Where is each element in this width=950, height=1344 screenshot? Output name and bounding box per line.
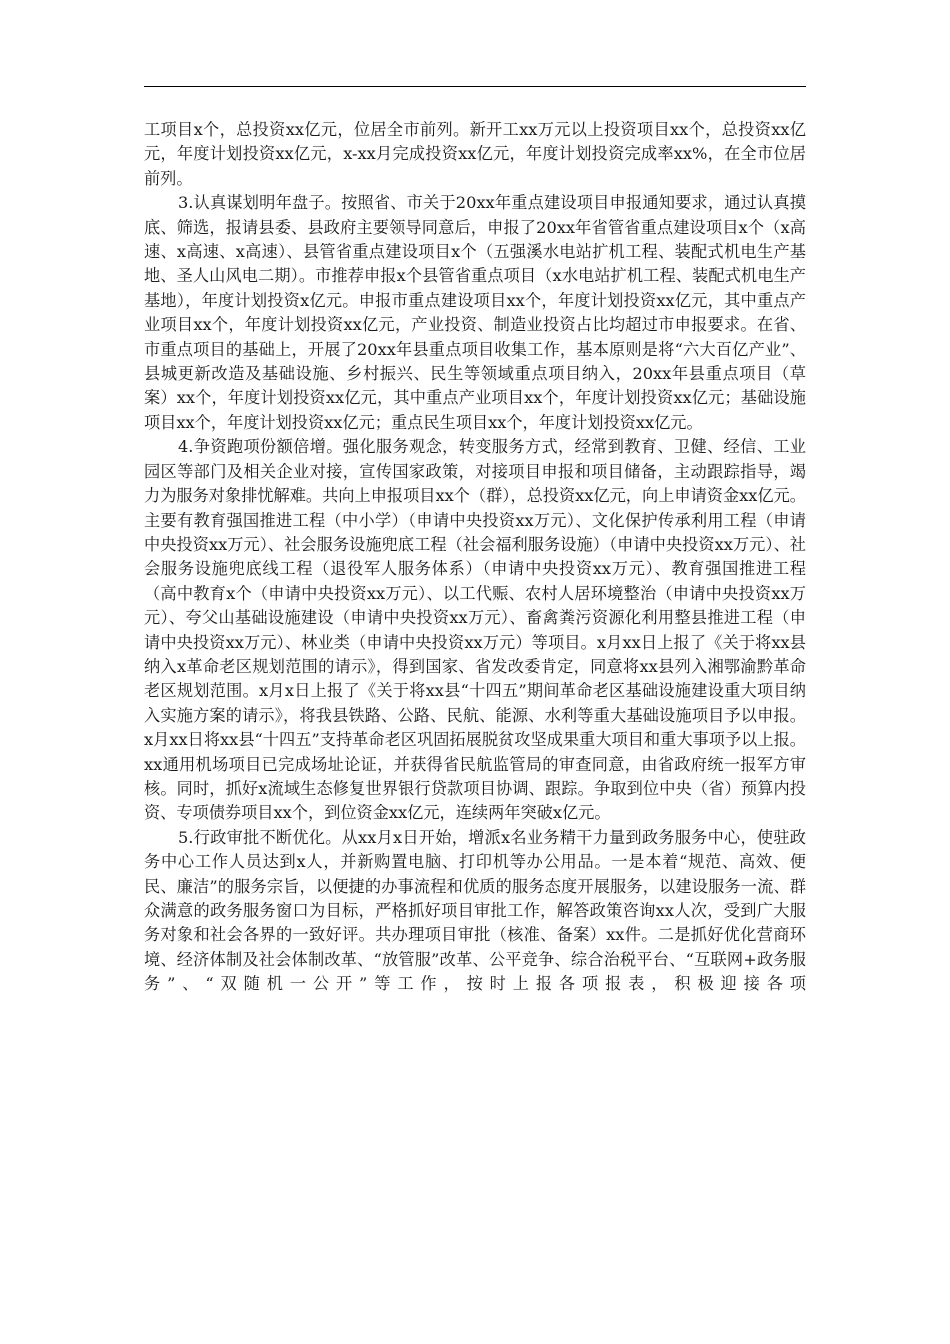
paragraph-continued: 工项目x个，总投资xx亿元，位居全市前列。新开工xx万元以上投资项目xx个，总投资xx亿元，年度计划投资xx亿元，x-xx月完成投资xx亿元，年度计划投资完成率xx%，在全市位居前列。 (144, 120, 806, 188)
header-rule (144, 86, 806, 87)
paragraph-5-administrative-approval: 5.行政审批不断优化。从xx月x日开始，增派x名业务精干力量到政务服务中心，使驻政务中心工作人员达到x人，并新购置电脑、打印机等办公用品。一是本着“规范、高效、便民、廉洁”的服务宗旨，以便捷的办事流程和优质的服务态度开展服务，以建设服务一流、群众满意的政务服务窗口为目标，严格抓好项目审批工作，解答政策咨询xx人次，受到广大服务对象和社会各界的一致好评。共办理项目审批（核准、备案）xx件。二是抓好优化营商环境、经济体制及社会体制改革、“放管服”改革、公平竞争、综合治税平台、“互联网+政务服务”、“双随机一公开”等工作，按时上报各项报表，积极迎接各项 (144, 827, 806, 994)
paragraph-3-plan-next-year: 3.认真谋划明年盘子。按照省、市关于20xx年重点建设项目申报通知要求，通过认真摸底、筛选，报请县委、县政府主要领导同意后，申报了20xx年省管省重点建设项目x个（x高速、x高速、x高速）、县管省重点建设项目x个（五强溪水电站扩机工程、装配式机电生产基地、圣人山风电二期）。市推荐申报x个县管省重点项目（x水电站扩机工程、装配式机电生产基地），年度计划投资x亿元。申报市重点建设项目xx个，年度计划投资xx亿元，其中重点产业项目xx个，年度计划投资xx亿元，产业投资、制造业投资占比均超过市申报要求。在省、市重点项目的基础上，开展了20xx年县重点项目收集工作，基本原则是将“六大百亿产业”、县城更新改造及基础设施、乡村振兴、民生等领域重点项目纳入，20xx年县重点项目（草案）xx个，年度计划投资xx亿元，其中重点产业项目xx个，年度计划投资xx亿元；基础设施项目xx个，年度计划投资xx亿元；重点民生项目xx个，年度计划投资xx亿元。 (144, 193, 806, 432)
paragraph-4-fund-projects: 4.争资跑项份额倍增。强化服务观念，转变服务方式，经常到教育、卫健、经信、工业园区等部门及相关企业对接，宣传国家政策，对接项目申报和项目储备，主动跟踪指导，竭力为服务对象排忧解难。共向上申报项目xx个（群），总投资xx亿元，向上申请资金xx亿元。主要有教育强国推进工程（中小学）（申请中央投资xx万元）、文化保护传承利用工程（申请中央投资xx万元）、社会服务设施兜底工程（社会福利服务设施）（申请中央投资xx万元）、社会服务设施兜底线工程（退役军人服务体系）（申请中央投资xx万元）、教育强国推进工程（高中教育x个（申请中央投资xx万元）、以工代赈、农村人居环境整治（申请中央投资xx万元）、夸父山基础设施建设（申请中央投资xx万元）、畜禽粪污资源化利用整县推进工程（申请中央投资xx万元）、林业类（申请中央投资xx万元）等项目。x月xx日上报了《关于将xx县纳入x革命老区规划范围的请示》，得到国家、省发改委肯定，同意将xx县列入湘鄂渝黔革命老区规划范围。x月x日上报了《关于将xx县“十四五”期间革命老区基础设施建设重大项目纳入实施方案的请示》，将我县铁路、公路、民航、能源、水利等重大基础设施项目予以申报。x月xx日将xx县“十四五”支持革命老区巩固拓展脱贫攻坚成果重大项目和重大事项予以上报。xx通用机场项目已完成场址论证，并获得省民航监管局的审查同意，由省政府统一报军方审核。同时，抓好x流域生态修复世界银行贷款项目协调、跟踪。争取到位中央（省）预算内投资、专项债券项目xx个，到位资金xx亿元，连续两年突破x亿元。 (144, 437, 806, 823)
document-body (144, 118, 806, 997)
